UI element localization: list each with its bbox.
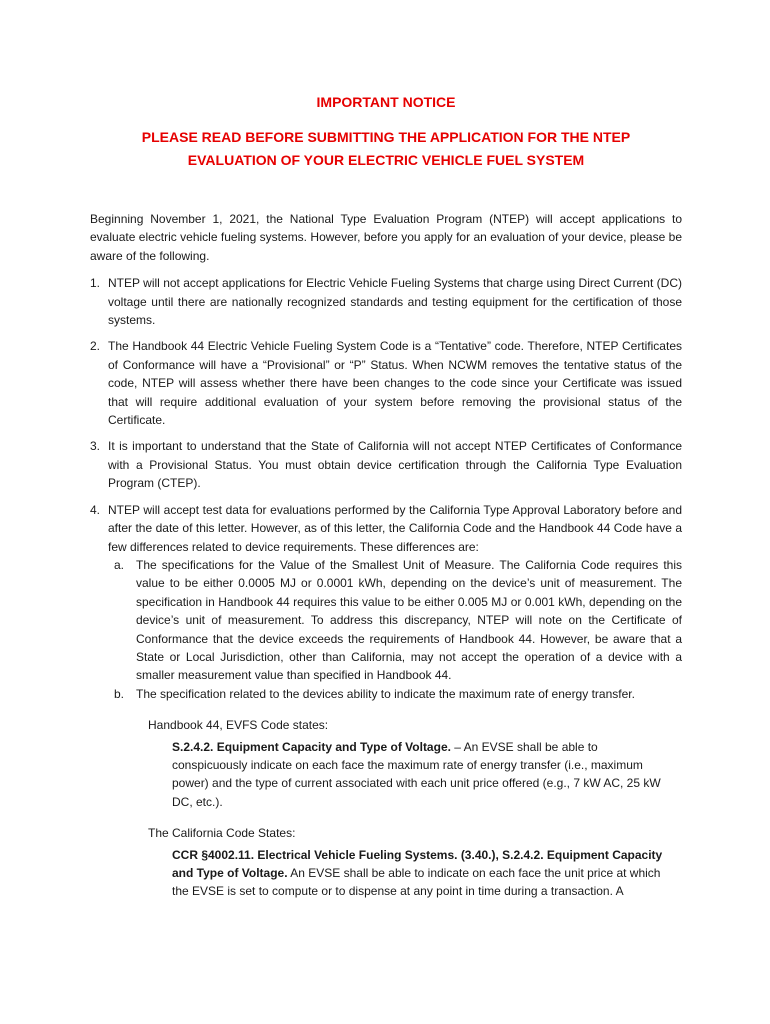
list-item-text: NTEP will accept test data for evaluations performed by the California Type Approval Laboratory before and after the date of this letter. However, as of this letter, the California Code and the Handbook 44 Code have a few differences related to device requirements. These differences are: [108, 502, 682, 554]
list-item-text: The Handbook 44 Electric Vehicle Fueling System Code is a “Tentative” code. Therefore, NTEP Certificates of Conformance will have a “Provisional” or “P” Status. When NCWM removes the tentative status of the code, NTEP will assess whether there have been changes to the code since your Certificate was issued that will require additional evaluation of your system before removing the provisional status of the Certificate. [108, 339, 682, 428]
sublist-item-text: The specifications for the Value of the Smallest Unit of Measure. The California Code requires this value to be either 0.0005 MJ or 0.0001 kWh, depending on the device’s unit of measurement. The specification in Handbook 44 requires this value to be either 0.005 MJ or 0.001 kWh, depending on the device’s unit of measurement. To address this discrepancy, NTEP will note on the Certificate of Conformance that the device exceeds the requirements of Handbook 44. However, be aware that a State or Local Jurisdiction, other than California, may not accept the operation of a device with a smaller measurement value than specified in Handbook 44. [136, 557, 682, 683]
list-item [90, 501, 682, 703]
california-code-text: An EVSE shall be able to indicate on each face the unit price at which the EVSE is set to compute or to dispense at any point in time during a transaction. A [172, 866, 661, 899]
california-code-label: The California Code States: [148, 826, 296, 841]
list-item-number: 3. [90, 439, 101, 454]
sublist-item-letter: b. [114, 686, 125, 701]
list-item-number: 4. [90, 502, 101, 517]
hb44-code-text: – An EVSE shall be able to conspicuously indicate on each face the maximum rate of energy transfer (i.e., maximum power) and the type of current associated with each unit price offered (e.g., 7 kW AC, 25 kW DC, etc.). [172, 739, 661, 809]
list-item [90, 274, 682, 329]
hb44-code-label: Handbook 44, EVFS Code states: [148, 718, 329, 733]
list-item-body [108, 501, 682, 703]
hb44-code-heading: S.2.4.2. Equipment Capacity and Type of Voltage. [172, 739, 451, 754]
numbered-list [90, 274, 682, 703]
lettered-sublist [108, 556, 682, 703]
list-item [90, 337, 682, 429]
hb44-code-excerpt [172, 738, 672, 812]
sublist-item-text: The specification related to the devices ability to indicate the maximum rate of energy transfer. [136, 686, 635, 701]
list-item-text: NTEP will not accept applications for Electric Vehicle Fueling Systems that charge using Direct Current (DC) voltage until there are nationally recognized standards and testing equipment for the certification of those systems. [108, 276, 682, 328]
list-item-text: It is important to understand that the State of California will not accept NTEP Certificates of Conformance with a Provisional Status. You must obtain device certification through the California Type Evaluation Program (CTEP). [108, 439, 682, 491]
california-code-heading: CCR §4002.11. Electrical Vehicle Fueling Systems. (3.40.), S.2.4.2. Equipment Capacity and Type of Voltage. [172, 847, 663, 880]
notice-title: IMPORTANT NOTICE [316, 94, 456, 110]
notice-subtitle: PLEASE READ BEFORE SUBMITTING THE APPLICATION FOR THE NTEP EVALUATION OF YOUR ELECTRIC VEHICLE FUEL SYSTEM [141, 129, 631, 168]
list-item-number: 2. [90, 339, 101, 354]
list-item [90, 437, 682, 492]
sublist-item [114, 685, 682, 703]
sublist-item [114, 556, 682, 685]
sublist-item-letter: a. [114, 557, 125, 572]
list-item-number: 1. [90, 276, 101, 291]
california-code-excerpt [172, 846, 672, 901]
intro-paragraph: Beginning November 1, 2021, the National Type Evaluation Program (NTEP) will accept applications to evaluate electric vehicle fueling systems. However, before you apply for an evaluation of your device, please be aware of the following. [90, 212, 682, 263]
